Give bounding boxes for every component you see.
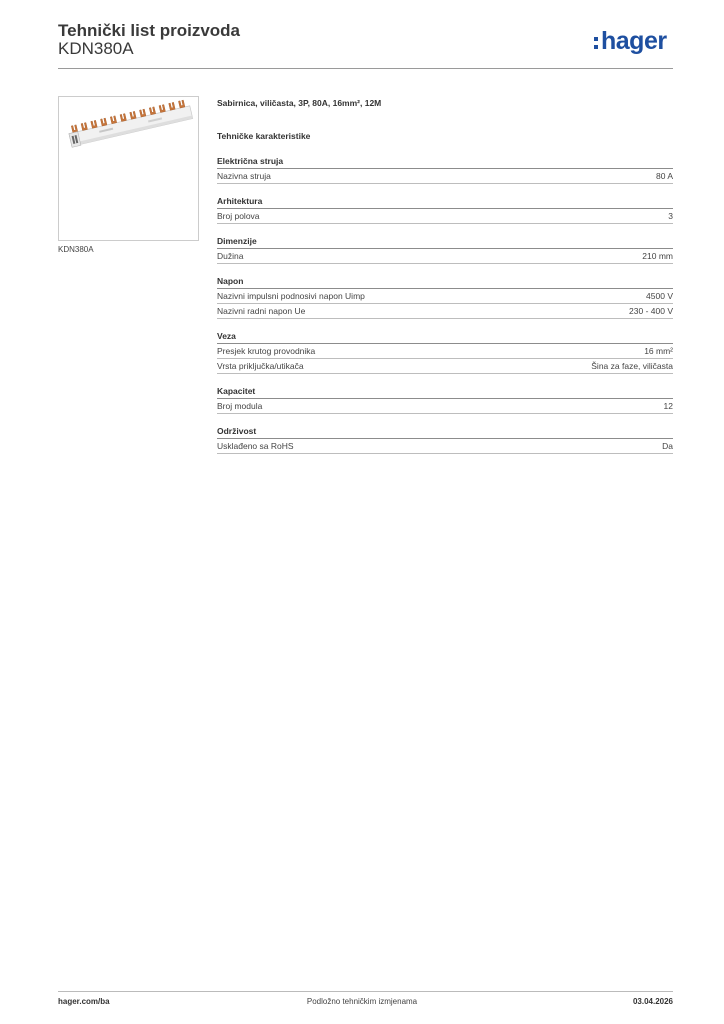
spec-value: 80 A — [655, 171, 673, 181]
spec-label: Presjek krutog provodnika — [217, 346, 316, 356]
spec-value: 12 — [663, 401, 673, 411]
group-title: Dimenzije — [217, 235, 673, 249]
footer-date: 03.04.2026 — [632, 997, 673, 1006]
spec-value: 4500 V — [646, 291, 673, 301]
spec-value: Šina za faze, viličasta — [591, 361, 673, 371]
spec-value: 16 mm² — [644, 346, 673, 356]
group-title: Kapacitet — [217, 385, 673, 399]
logo-dots-icon — [594, 37, 598, 49]
spec-label: Nazivni radni napon Ue — [217, 306, 306, 316]
group-title: Električna struja — [217, 155, 673, 169]
spec-label: Usklađeno sa RoHS — [217, 441, 294, 451]
spec-label: Dužina — [217, 251, 244, 261]
spec-row — [217, 344, 673, 359]
spec-section — [217, 97, 673, 454]
spec-row — [217, 359, 673, 374]
group-voltage — [217, 275, 673, 319]
group-electric-current — [217, 155, 673, 184]
spec-row — [217, 289, 673, 304]
group-capacity — [217, 385, 673, 414]
spec-value: 210 mm — [642, 251, 673, 261]
spec-label: Broj modula — [217, 401, 263, 411]
spec-row — [217, 209, 673, 224]
spec-row — [217, 304, 673, 319]
footer-divider — [58, 991, 673, 992]
product-code: KDN380A — [58, 39, 134, 58]
group-sustainability — [217, 425, 673, 454]
spec-value: Da — [662, 441, 673, 451]
group-title: Veza — [217, 330, 673, 344]
group-architecture — [217, 195, 673, 224]
group-title: Arhitektura — [217, 195, 673, 209]
product-description: Sabirnica, viličasta, 3P, 80A, 16mm², 12M — [217, 98, 382, 108]
spec-label: Broj polova — [217, 211, 260, 221]
spec-row — [217, 169, 673, 184]
product-image — [58, 96, 199, 241]
busbar-comb-image — [59, 97, 200, 242]
group-connection — [217, 330, 673, 374]
spec-value: 3 — [668, 211, 673, 221]
spec-row — [217, 249, 673, 264]
group-title: Održivost — [217, 425, 673, 439]
spec-label: Vrsta priključka/utikača — [217, 361, 304, 371]
image-caption: KDN380A — [58, 245, 94, 254]
hager-logo — [594, 27, 667, 55]
spec-label: Nazivni impulsni podnosivi napon Uimp — [217, 291, 365, 301]
logo-text: hager — [601, 27, 667, 55]
footer-note: Podložno tehničkim izmjenama — [306, 997, 418, 1006]
tech-characteristics-heading: Tehničke karakteristike — [217, 131, 311, 141]
header-divider — [58, 68, 673, 69]
spec-label: Nazivna struja — [217, 171, 271, 181]
group-dimensions — [217, 235, 673, 264]
group-title: Napon — [217, 275, 673, 289]
spec-row — [217, 399, 673, 414]
footer-website[interactable]: hager.com/ba — [58, 997, 110, 1006]
spec-row — [217, 439, 673, 454]
spec-value: 230 - 400 V — [629, 306, 673, 316]
page-title: Tehnički list proizvoda — [58, 21, 240, 40]
